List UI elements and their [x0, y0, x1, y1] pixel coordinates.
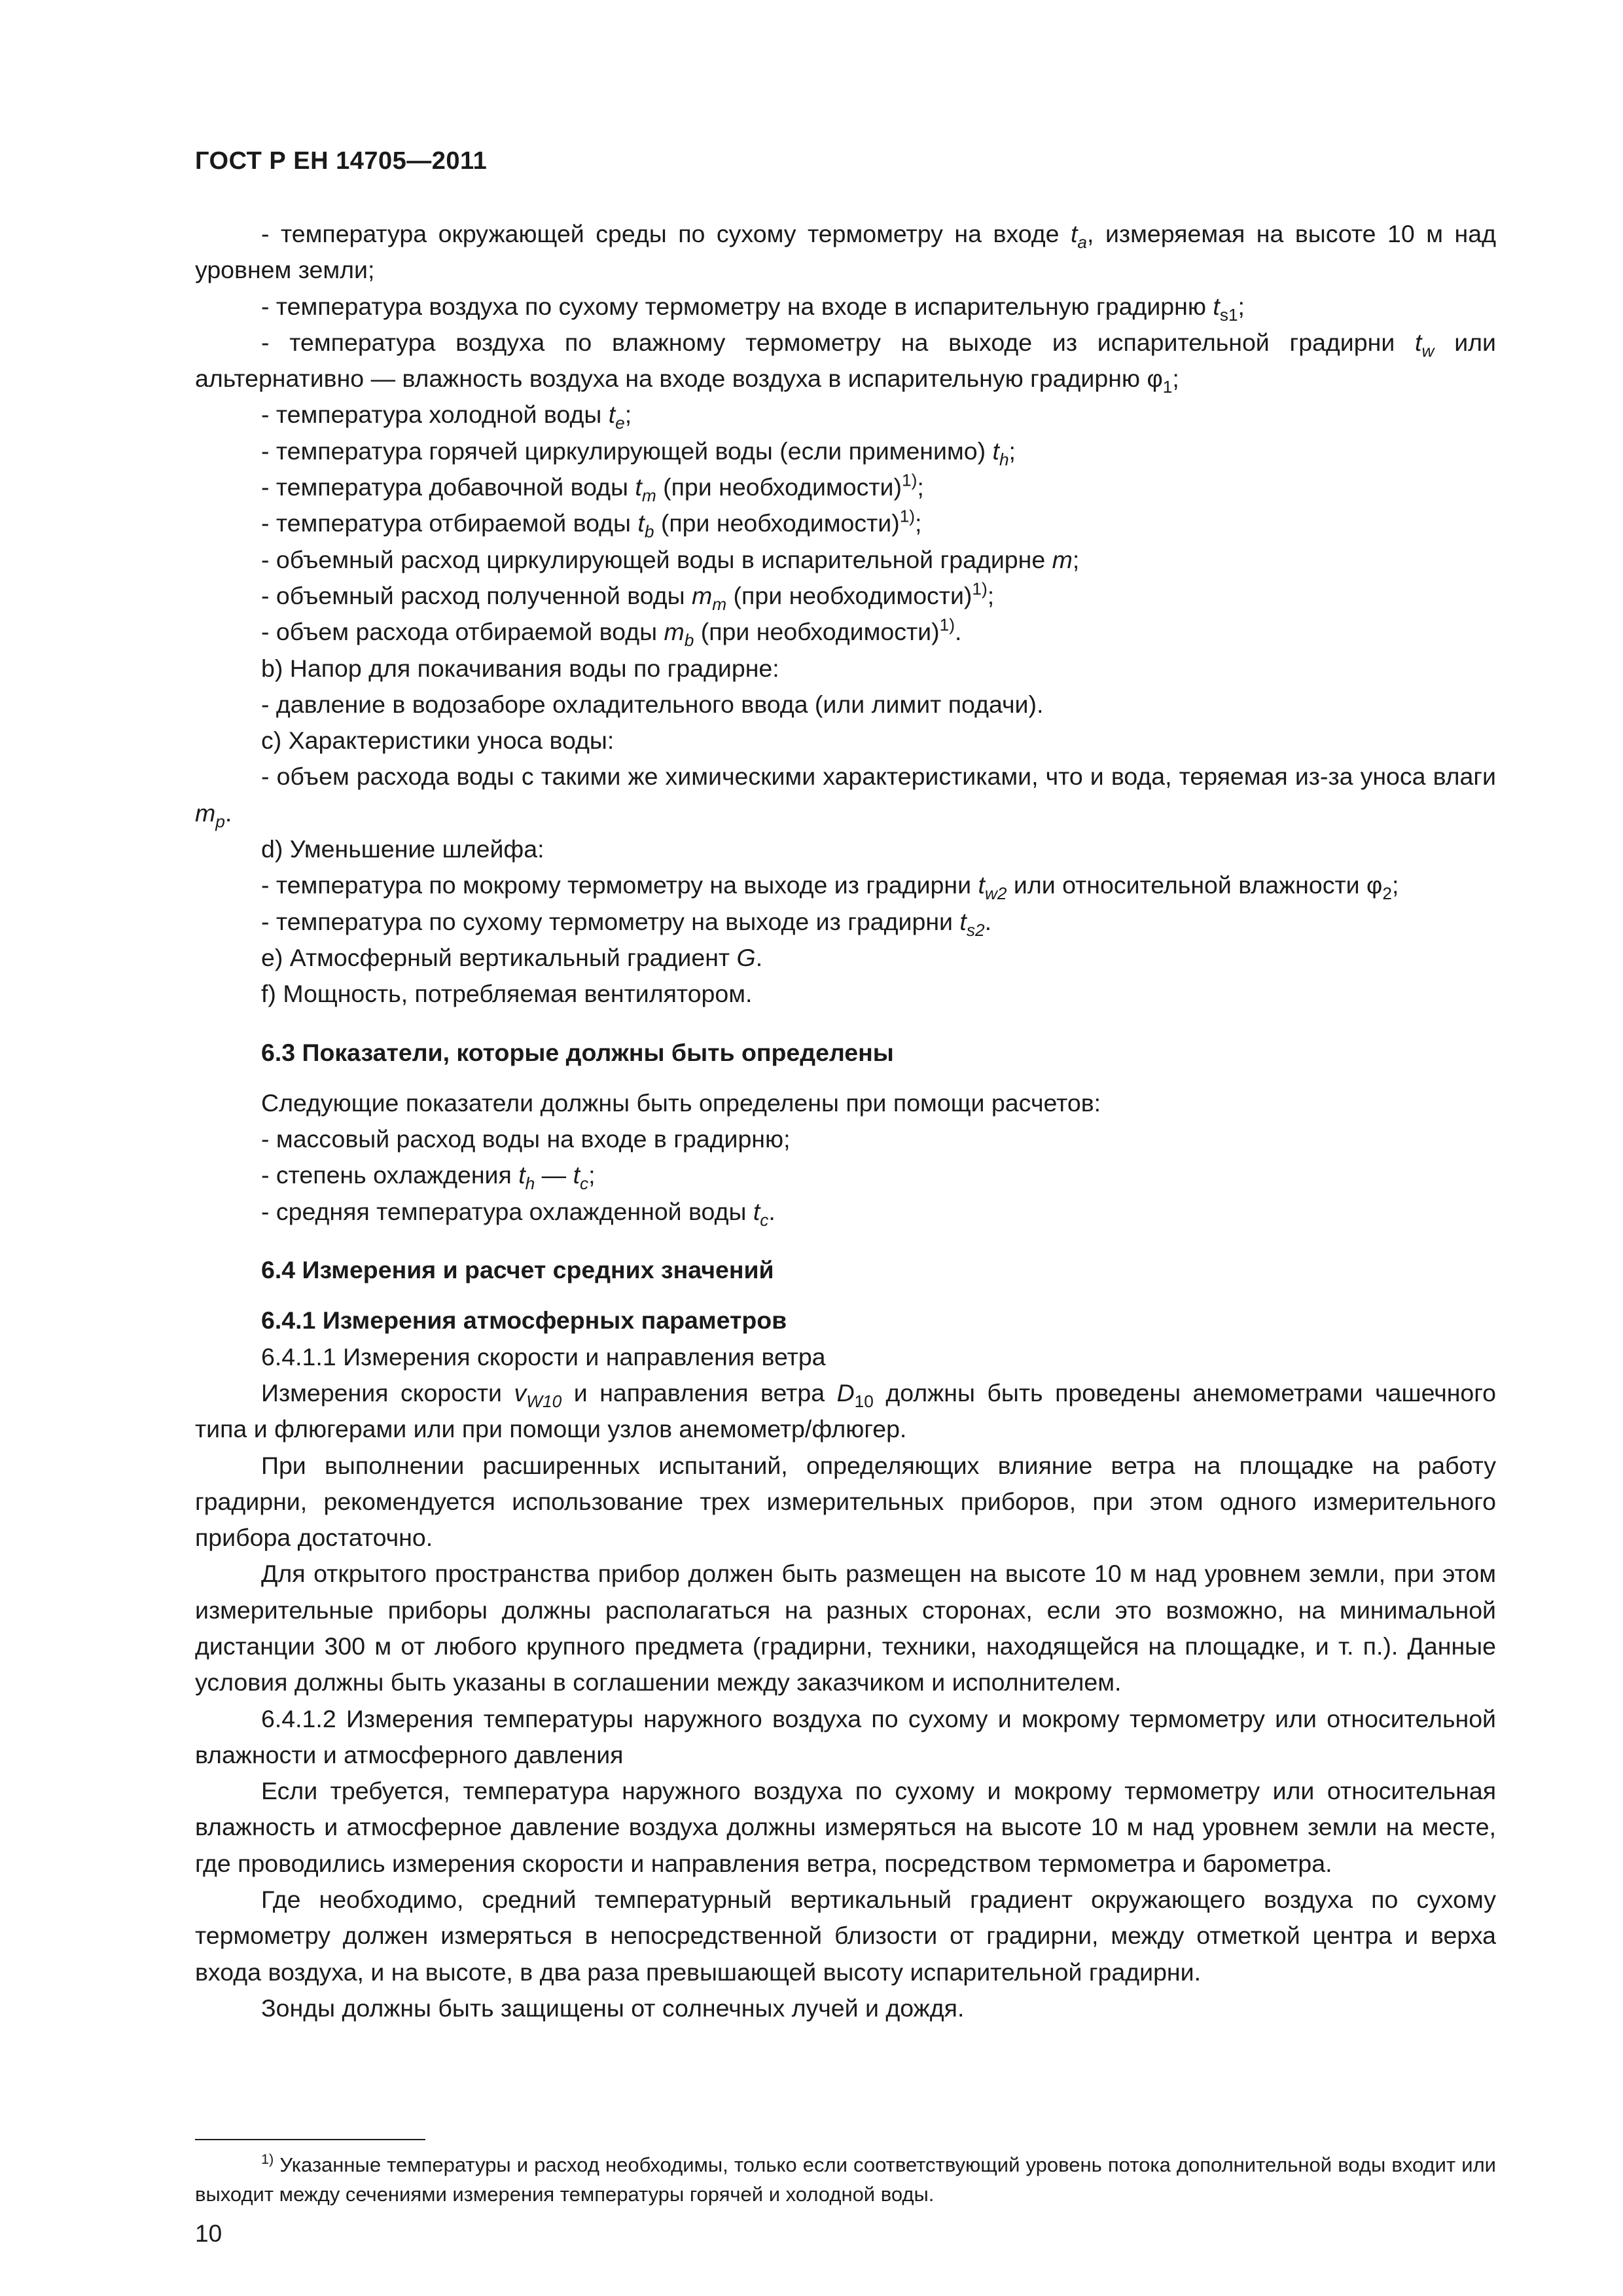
footnote-text: Указанные температуры и расход необходимы, только если соответствующий уровень потока дополнительной воды входит или выходит между сечениями измерения температуры горячей и холодной воды. — [195, 2153, 1496, 2206]
param-hot-water-temp: - температура горячей циркулирующей воды (если применимо) $t_h$; — [261, 437, 1016, 469]
item-f: f) Мощность, потребляемая вентилятором. — [261, 980, 753, 1008]
wind-paragraph-1: Измерения скорости $v_{W10}$ и направления ветра $D_{10}$ должны быть проведены анемометрами чашечного типа и флюгерами или при помощи узлов анемометр/флюгер. — [195, 1378, 1497, 1443]
calc-mass-flow: - массовый расход воды на входе в градирню; — [261, 1125, 791, 1153]
document-id-header: ГОСТ Р ЕН 14705—2011 — [195, 147, 488, 175]
param-inlet-dry-bulb: - температура воздуха по сухому термометру на входе в испарительную градирню $t_{s1}$; — [261, 292, 1245, 325]
param-outlet-dry-bulb-plume: - температура по сухому термометру на выходе из градирни $t_{s2}$. — [261, 907, 991, 940]
footnote-ref: 1) — [939, 615, 955, 635]
param-blowdown-flow: - объем расхода отбираемой воды $m_b$ (при необходимости)$^{1)}$. — [261, 615, 962, 651]
section-heading-6-4-1: 6.4.1 Измерения атмосферных параметров — [261, 1306, 787, 1335]
footnote-mark: 1) — [261, 2151, 274, 2168]
item-b-heading: b) Напор для покачивания воды по градирне: — [261, 654, 779, 682]
footnote-divider — [195, 2139, 425, 2140]
param-makeup-water-temp: - температура добавочной воды $t_m$ (при необходимости)$^{1)}$; — [261, 470, 924, 506]
wind-paragraph-2: При выполнении расширенных испытаний, определяющих влияние ветра на площадке на работу градирни, рекомендуется использование трех измерительных приборов, при этом одного измерительного прибора достаточно. — [195, 1451, 1496, 1552]
page-number: 10 — [195, 2220, 223, 2247]
param-cold-water-temp: - температура холодной воды $t_e$; — [261, 401, 632, 433]
param-outlet-wet-bulb: - температура воздуха по влажному термометру на выходе из испарительной градирни $t_w$ или альтернативно — влажность воздуха на входе воздуха в испарительную градирню $\varphi_1$; — [195, 328, 1496, 397]
temperature-paragraph-3: Зонды должны быть защищены от солнечных лучей и дождя. — [261, 1994, 965, 2022]
footnote-ref: 1) — [901, 470, 918, 490]
item-e: e) Атмосферный вертикальный градиент G. — [261, 943, 763, 971]
param-ambient-temperature: - температура окружающей среды по сухому термометру на входе $t_a$, измеряемая на высоте 10 м над уровнем земли; — [195, 220, 1496, 284]
section-heading-6-4: 6.4 Измерения и расчет средних значений — [261, 1256, 774, 1284]
param-circulating-flow: - объемный расход циркулирующей воды в испарительной градирне m; — [261, 545, 1080, 573]
footnote-ref: 1) — [972, 579, 988, 599]
wind-paragraph-3: Для открытого пространства прибор должен быть размещен на высоте 10 м над уровнем земли, при этом измерительные приборы должны располагаться на разных сторонах, если это возможно, на минимальной дистанции 300 м от любого крупного предмета (градирни, техники, находящейся на площадке, и т. п.). Данные условия должны быть указаны в соглашении между заказчиком и исполнителем. — [195, 1560, 1496, 1696]
param-blowdown-water-temp: - температура отбираемой воды $t_b$ (при необходимости)$^{1)}$; — [261, 506, 922, 542]
calc-cooling-range: - степень охлаждения $t_h$ — $t_c$; — [261, 1161, 596, 1194]
temperature-paragraph-2: Где необходимо, средний температурный вертикальный градиент окружающего воздуха по сухому термометру должен измеряться в непосредственной близости от градирни, между отметкой центра и верха входа воздуха, и на высоте, в два раза превышающей высоту испарительной градирни. — [195, 1886, 1496, 1986]
temperature-paragraph-1: Если требуется, температура наружного воздуха по сухому и мокрому термометру или относительная влажность и атмосферное давление воздуха должны измеряться на высоте 10 м над уровнем земли на месте, где проводились измерения скорости и направления ветра, посредством термометра и барометра. — [195, 1777, 1496, 1877]
param-outlet-wet-bulb-plume: - температура по мокрому термометру на выходе из градирни $t_{w2}$ или относительной влажности $\varphi_2$; — [261, 871, 1399, 904]
item-d-heading: d) Уменьшение шлейфа: — [261, 835, 544, 863]
item-c-heading: c) Характеристики уноса воды: — [261, 726, 615, 755]
footnote-ref: 1) — [899, 506, 916, 526]
section-heading-6-3: 6.3 Показатели, которые должны быть определены — [261, 1038, 894, 1066]
calc-intro: Следующие показатели должны быть определены при помощи расчетов: — [261, 1088, 1101, 1117]
param-makeup-flow: - объемный расход полученной воды $m_m$ (при необходимости)$^{1)}$; — [261, 579, 995, 615]
calc-mean-cold-water: - средняя температура охлажденной воды $t_c$. — [261, 1197, 776, 1230]
section-heading-6-4-1-2: 6.4.1.2 Измерения температуры наружного воздуха по сухому и мокрому термометру или относительной влажности и атмосферного давления — [195, 1704, 1496, 1768]
section-heading-6-4-1-1: 6.4.1.1 Измерения скорости и направления ветра — [261, 1342, 826, 1371]
item-b-detail: - давление в водозаборе охладительного ввода (или лимит подачи). — [261, 690, 1044, 718]
item-c-detail: - объем расхода воды с такими же химическими характеристиками, что и вода, теряемая из-за уноса влаги $m_p$. — [195, 762, 1496, 831]
footnote — [195, 2150, 1496, 2209]
page-body — [195, 216, 1496, 2026]
